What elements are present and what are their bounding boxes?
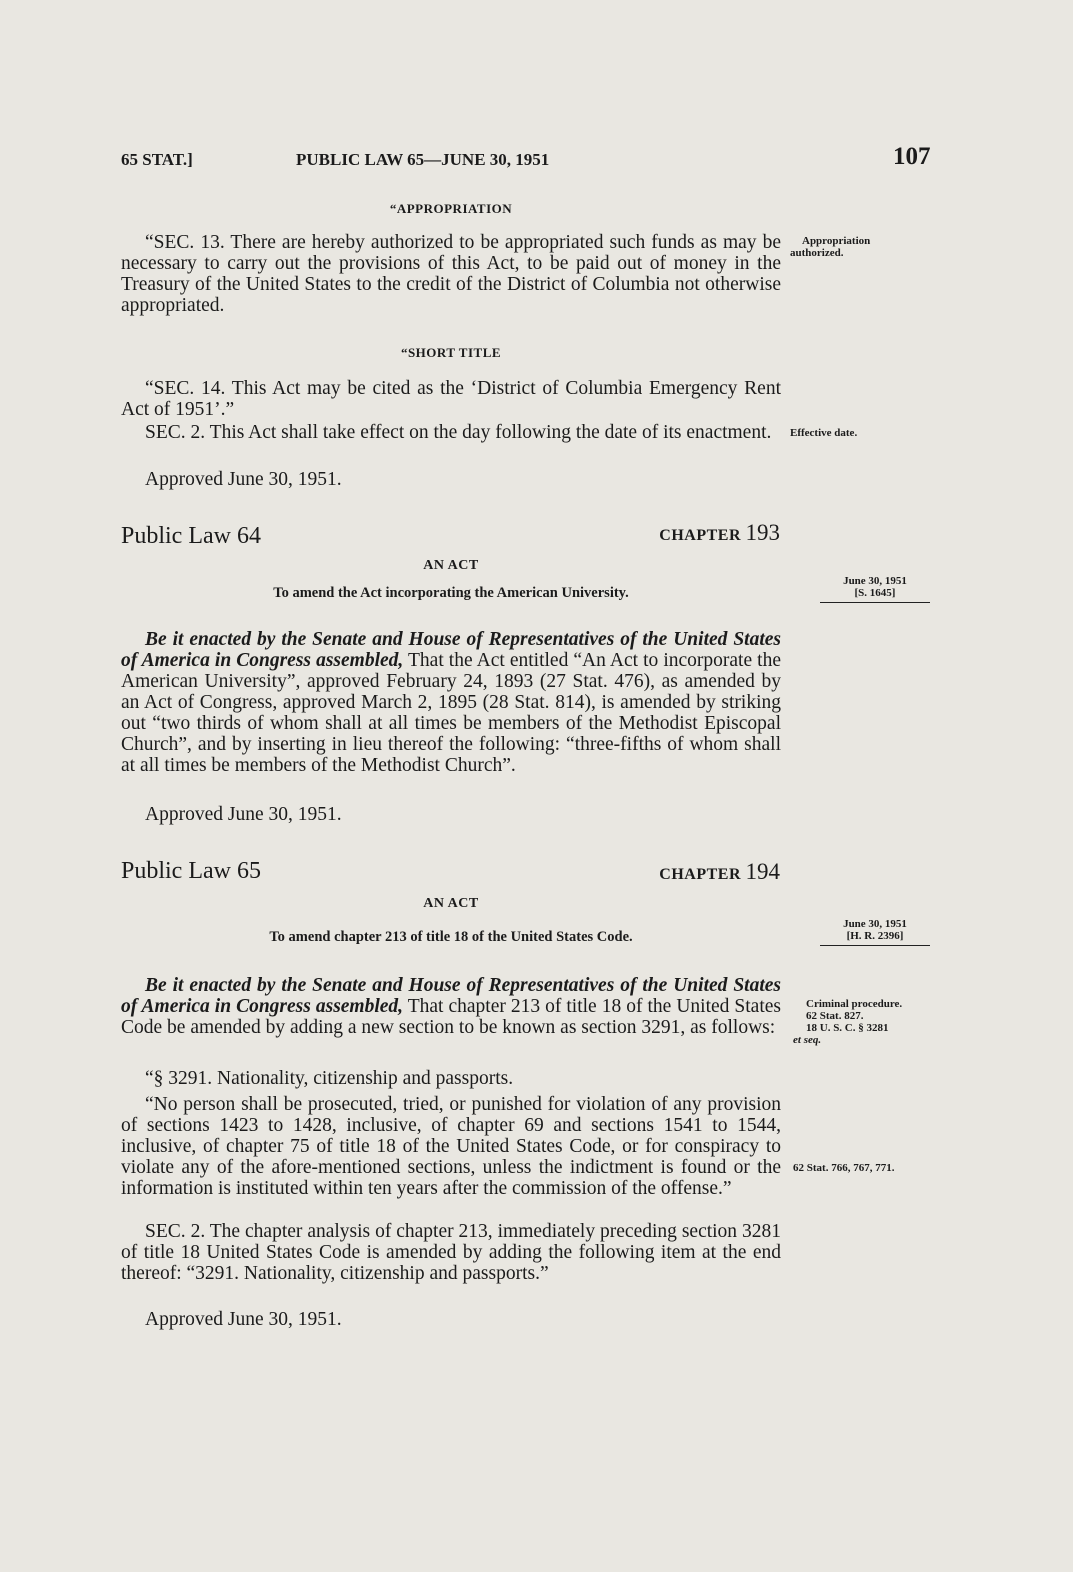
chapter-label: CHAPTER — [659, 866, 741, 883]
header-stat-ref: 65 STAT.] — [121, 150, 193, 169]
margin-rule-law65 — [820, 945, 930, 946]
public-law-64-title: Public Law 64 — [121, 523, 261, 549]
approved-continuation: Approved June 30, 1951. — [145, 469, 342, 490]
law64-body — [121, 629, 781, 776]
law65-purpose: To amend chapter 213 of title 18 of the United States Code. — [269, 929, 633, 945]
law64-purpose: To amend the Act incorporating the American University. — [273, 585, 629, 601]
margin-appropriation-authorized: Appropriation authorized. — [790, 235, 871, 259]
section-2-effective: SEC. 2. This Act shall take effect on the day following the date of its enactment. — [145, 422, 772, 443]
law65-approved: Approved June 30, 1951. — [145, 1309, 342, 1330]
margin-effective-date: Effective date. — [790, 427, 858, 439]
page-number: 107 — [893, 143, 931, 170]
short-title-heading: “SHORT TITLE — [400, 345, 502, 360]
law65-body-text: That chapter 213 of title 18 of the United States Code be amended by adding a new section to be known as section 3291, as follows: — [121, 996, 782, 1038]
margin-law65-date: June 30, 1951 — [843, 918, 907, 930]
law64-enacting-clause: Be it enacted by the Senate and House of Representatives of the United States of America in Congress assembled, — [121, 629, 781, 671]
margin-criminal-usc: 18 U. S. C. § 3281 — [806, 1022, 889, 1034]
law65-body — [121, 975, 781, 1038]
margin-law64-date: June 30, 1951 — [843, 575, 907, 587]
chapter-number: 194 — [745, 859, 780, 884]
header-title: PUBLIC LAW 65—JUNE 30, 1951 — [296, 150, 550, 169]
chapter-number: 193 — [745, 520, 780, 545]
law65-an-act: AN ACT — [423, 896, 479, 911]
law65-enacting-clause: Be it enacted by the Senate and House of Representatives of the United States of America in Congress assembled, — [121, 975, 781, 1017]
law65-section-2: SEC. 2. The chapter analysis of chapter 213, immediately preceding section 3281 of title 18 United States Code is amended by adding the following item at the end thereof: “3291. Nationality, citizenship and passports.” — [121, 1221, 781, 1284]
chapter-193 — [659, 520, 780, 546]
margin-law64-bill: [S. 1645] — [854, 587, 896, 599]
chapter-label: CHAPTER — [659, 527, 741, 544]
section-3291-heading: “§ 3291. Nationality, citizenship and passports. — [145, 1068, 514, 1089]
public-law-65-title: Public Law 65 — [121, 858, 261, 884]
margin-criminal-et-seq: et seq. — [793, 1034, 822, 1046]
law64-approved: Approved June 30, 1951. — [145, 804, 342, 825]
margin-criminal-stat: 62 Stat. 827. — [806, 1010, 864, 1022]
chapter-194 — [659, 859, 780, 885]
law64-body-text: That the Act entitled “An Act to incorporate the American University”, approved February 24, 1893 (27 Stat. 476), as amended by an Act of Congress, approved March 2, 1895 (28 Stat. 814), is amended by striking out “two thirds of whom shall at all times be members of the Methodist Episcopal Church”, and by inserting in lieu thereof the following: “three-fifths of whom shall at all times be members of the Methodist Church”. — [121, 650, 782, 776]
margin-rule-law64 — [820, 602, 930, 603]
law64-an-act: AN ACT — [423, 558, 479, 573]
margin-law65-bill: [H. R. 2396] — [846, 930, 904, 942]
margin-criminal-procedure: Criminal procedure. — [806, 998, 903, 1010]
section-14: “SEC. 14. This Act may be cited as the ‘District of Columbia Emergency Rent Act of 1951’.” — [121, 378, 781, 420]
appropriation-heading: “APPROPRIATION — [389, 201, 513, 216]
margin-stat-reference: 62 Stat. 766, 767, 771. — [793, 1162, 895, 1174]
section-3291-text: “No person shall be prosecuted, tried, or punished for violation of any provision of sections 1423 to 1428, inclusive, of chapter 69 and sections 1541 to 1544, inclusive, of chapter 75 of title 18 of the United States Code, or for conspiracy to violate any of the afore-mentioned sections, unless the indictment is found or the information is instituted within ten years after the commission of the offense.” — [121, 1094, 781, 1199]
section-13: “SEC. 13. There are hereby authorized to be appropriated such funds as may be necessary to carry out the provisions of this Act, to be paid out of money in the Treasury of the United States to the credit of the District of Columbia not otherwise appropriated. — [121, 232, 781, 316]
